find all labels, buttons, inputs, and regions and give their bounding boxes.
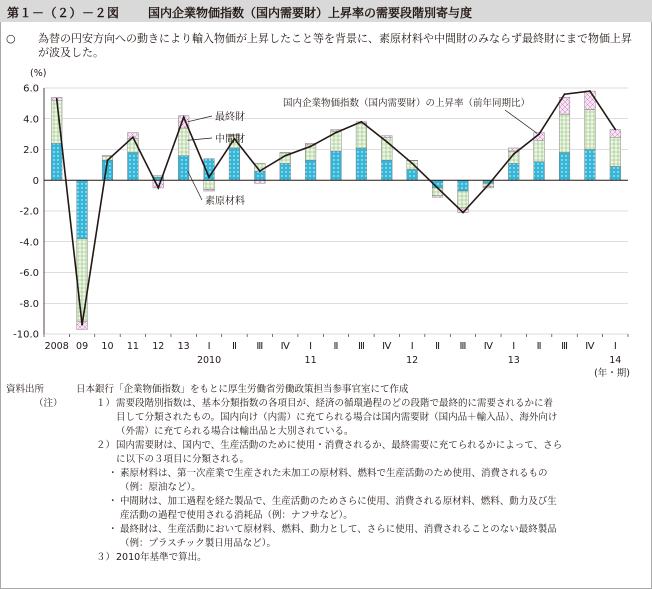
total-line-point (513, 153, 515, 155)
raw-material-bar (331, 151, 342, 180)
total-line-point (107, 159, 109, 161)
x-tick-label: Ⅲ (256, 341, 264, 352)
y-tick-label: 6.0 (23, 83, 39, 95)
x-tick-label: Ⅱ (536, 341, 542, 352)
total-line-point (360, 121, 362, 123)
x-tick-label: Ⅰ (410, 341, 414, 352)
x-tick-label: Ⅲ (561, 341, 568, 352)
x-year-label: 11 (304, 355, 317, 366)
lead-summary (6, 32, 638, 60)
x-tick-label: Ⅳ (585, 341, 595, 352)
notes-label: （注） (34, 398, 63, 409)
note-line: 目して分類されたもの。国内向け（内需）に充てられる場合は国内需要財（国内品＋輸入品）、海外向け (116, 412, 558, 423)
note-line: （外需）に充てられる場合は輸出品と大別されている。 (116, 426, 354, 437)
x-year-label: 2010 (196, 355, 222, 366)
raw-material-bar (254, 171, 265, 180)
x-tick-label: 12 (152, 341, 165, 352)
raw-material-bar (407, 169, 418, 180)
x-tick-label: Ⅰ (309, 341, 313, 352)
intermediate-bar (585, 110, 596, 150)
raw-material-bar (585, 150, 596, 181)
intermediate-bar (178, 128, 189, 156)
note-number: ・ (108, 468, 118, 479)
note-line: 需要段階別指数は、基本分類指数の各項目が、経済の循環過程のどの段階で最終的に需要されるかに着 (116, 398, 554, 409)
raw-material-bar (559, 153, 570, 181)
total-line-point (208, 176, 210, 178)
note-line: 2010年基準で算出。 (116, 552, 207, 563)
line-annotation: 国内企業物価指数（国内需要財）の上昇率（前年同期比） (283, 98, 531, 109)
x-tick-label: 09 (76, 341, 89, 352)
x-tick-label: Ⅰ (613, 341, 617, 352)
total-line-point (183, 116, 185, 118)
note-number: ・ (108, 524, 118, 535)
note-line: に以下の３項目に分類される。 (116, 454, 250, 465)
x-tick-label: 13 (177, 341, 190, 352)
x-tick-label: Ⅱ (435, 341, 441, 352)
raw-material-bar (508, 163, 519, 180)
y-tick-label: -4.0 (19, 237, 39, 249)
total-line-point (81, 324, 83, 326)
final-goods-bar (483, 186, 494, 188)
x-year-label: 13 (507, 355, 520, 366)
note-line: 産活動の過程で使用される消耗品（例：ナフサなど）。 (120, 510, 353, 521)
note-line: 最終財は、生産活動において原材料、燃料、動力として、さらに使用、消費されることのない最終製品 (120, 524, 557, 535)
raw-annotation: 素原材料 (205, 196, 245, 207)
stacked-bars (51, 91, 620, 329)
total-line-point (310, 146, 312, 148)
intermediate-bar (204, 180, 215, 189)
total-line-point (56, 98, 58, 100)
y-tick-label: -6.0 (19, 268, 39, 279)
total-line-point (335, 132, 337, 134)
total-line-point (132, 136, 134, 138)
raw-material-bar (229, 148, 240, 180)
intermediate-bar (407, 160, 418, 169)
final-goods-bar (432, 196, 443, 198)
raw-leader-line (188, 171, 202, 200)
x-tick-label: Ⅲ (459, 341, 467, 352)
source-label: 資料出所 (6, 384, 45, 395)
chart-grid (44, 88, 628, 334)
intermediate-bar (381, 137, 392, 160)
note-line: 国内需要財は、国内で、生産活動のために使用・消費されるか、最終需要に充てられるかによって、さら (116, 440, 563, 451)
note-line: （例：原油など）。 (120, 482, 201, 493)
raw-material-bar (458, 180, 469, 191)
x-unit-label: (年・期) (594, 368, 630, 379)
total-line-point (259, 170, 261, 172)
lead-text: 為替の円安方向への動きにより輸入物価が上昇したこと等を背景に、素原材料や中間財のみならず最終財にまで物価上昇が波及した。 (38, 32, 632, 59)
x-tick-label: 11 (126, 341, 139, 352)
note-number: １） (96, 398, 116, 409)
x-tick-label: Ⅱ (333, 341, 339, 352)
intermediate-bar (610, 137, 621, 166)
raw-material-bar (610, 166, 621, 180)
note-line: 素原材料は、第一次産業で生産された未加工の原材料、燃料で生産活動のため使用、消費されるもの (120, 468, 548, 479)
total-line-point (538, 133, 540, 135)
line-leader-line (505, 110, 537, 133)
y-tick-label: -2.0 (19, 206, 39, 218)
intermediate-bar (356, 123, 367, 148)
total-line-point (157, 187, 159, 189)
intermediate-bar (508, 151, 519, 163)
total-line-point (487, 184, 489, 186)
x-tick-label: 2008 (44, 341, 69, 352)
intermediate-bar (534, 140, 545, 162)
raw-material-bar (178, 156, 189, 181)
final-goods-bar (204, 189, 215, 191)
x-tick-label: Ⅰ (512, 341, 516, 352)
note-number: ２） (96, 440, 116, 451)
final-goods-bar (280, 153, 291, 154)
final-goods-bar (381, 136, 392, 138)
final-annotation: 最終財 (215, 112, 245, 123)
raw-material-bar (381, 160, 392, 180)
total-line-point (411, 162, 413, 164)
contribution-chart (0, 62, 652, 380)
total-line-point (462, 212, 464, 214)
note-number: ・ (108, 496, 118, 507)
circle-bullet-icon: ○ (6, 32, 16, 45)
x-tick-label: Ⅰ (207, 341, 211, 352)
note-number: ３） (96, 552, 116, 563)
intermediate-leader-line (188, 138, 212, 140)
raw-material-bar (356, 148, 367, 180)
y-unit-label: (%) (30, 68, 47, 79)
note-line: 中間財は、加工過程を経た製品で、生産活動のためさらに使用、消費される原材料、燃料、動力及び生 (120, 496, 557, 507)
intermediate-annotation: 中間財 (215, 134, 245, 145)
final-goods-bar (585, 91, 596, 109)
x-tick-label: Ⅳ (280, 341, 290, 352)
y-tick-label: -8.0 (19, 298, 39, 310)
raw-material-bar (128, 153, 139, 181)
raw-material-bar (280, 163, 291, 180)
raw-material-bar (77, 180, 88, 238)
total-line-point (564, 93, 566, 95)
x-tick-label: Ⅲ (357, 341, 365, 352)
total-line (56, 90, 616, 325)
raw-material-bar (51, 143, 62, 180)
x-tick-label: 10 (101, 341, 114, 352)
total-line-point (437, 187, 439, 189)
figure-number: 第１－（２）－２図 (7, 6, 120, 20)
total-line-point (614, 129, 616, 131)
total-line-path (57, 91, 616, 325)
final-goods-bar (610, 130, 621, 138)
source-text: 日本銀行「企業物価指数」をもとに厚生労働省労働政策担当参事官室にて作成 (76, 384, 409, 395)
intermediate-bar (458, 191, 469, 208)
intermediate-bar (77, 239, 88, 322)
total-line-point (386, 141, 388, 143)
intermediate-bar (559, 114, 570, 152)
raw-material-bar (305, 160, 316, 180)
raw-material-bar (534, 162, 545, 180)
x-tick-label: Ⅱ (231, 341, 237, 352)
y-tick-label: -10.0 (13, 329, 39, 341)
x-year-label: 14 (609, 355, 622, 366)
note-line: （例：プラスチック製日用品など）。 (120, 538, 276, 549)
y-tick-label: 2.0 (23, 145, 39, 156)
x-year-label: 12 (406, 355, 419, 366)
figure-title: 国内企業物価指数（国内需要財）上昇率の需要段階別寄与度 (148, 6, 473, 20)
y-tick-label: 0 (32, 175, 39, 187)
total-line-point (284, 155, 286, 157)
total-line-point (589, 90, 591, 92)
y-tick-label: 4.0 (23, 114, 39, 126)
x-tick-label: Ⅳ (382, 341, 392, 352)
figure-header (0, 0, 652, 22)
x-tick-label: Ⅳ (483, 341, 493, 352)
